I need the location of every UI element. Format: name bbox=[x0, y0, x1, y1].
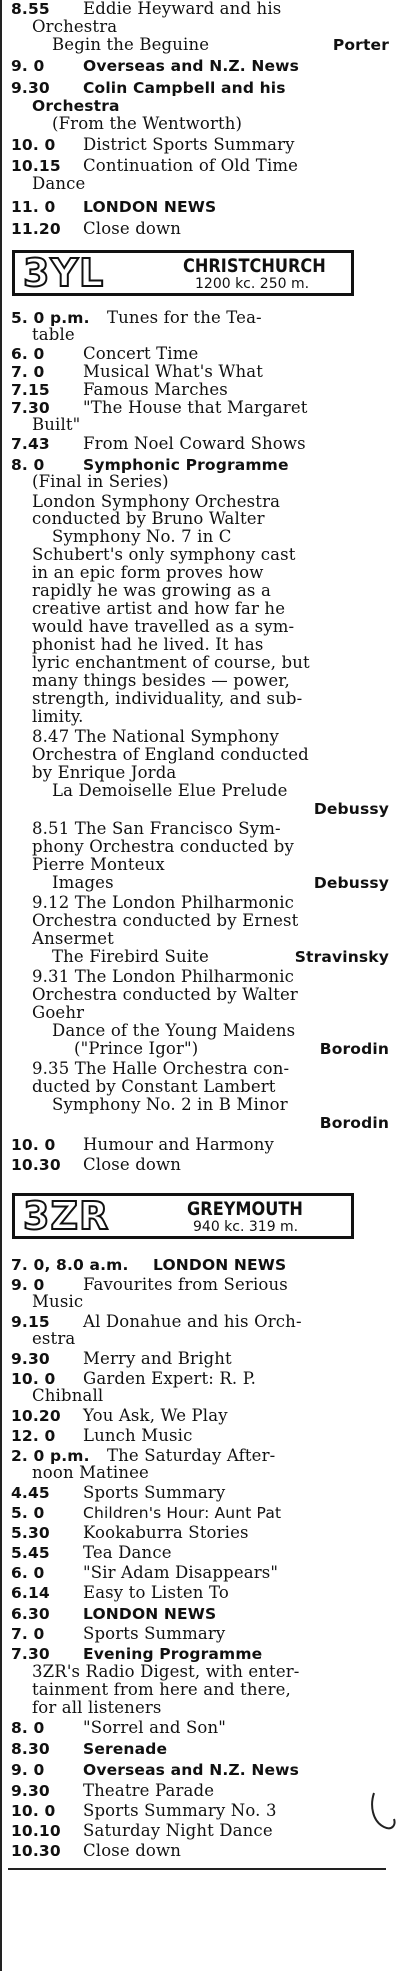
work: The Firebird Suite bbox=[52, 947, 209, 966]
time: 11. 0 bbox=[11, 198, 56, 216]
listing-detail bbox=[32, 1078, 389, 1096]
listing-7-0-am bbox=[11, 1256, 389, 1274]
description-line bbox=[32, 1663, 389, 1681]
listing-6-0 bbox=[11, 1564, 389, 1582]
listing-continuation bbox=[32, 416, 389, 434]
description: for all listeners bbox=[32, 1698, 162, 1717]
programme: Overseas and N.Z. News bbox=[83, 1761, 299, 1779]
programme: LONDON NEWS bbox=[83, 1605, 217, 1623]
description: creative artist and how far he bbox=[32, 599, 286, 618]
time: 6. 0 bbox=[11, 1564, 45, 1582]
detail: Orchestra conducted by Ernest bbox=[32, 911, 299, 930]
ink-mark-icon bbox=[368, 1785, 398, 1835]
programme: LONDON NEWS bbox=[153, 1256, 287, 1274]
listing-work bbox=[52, 1022, 389, 1040]
listing-continuation bbox=[32, 18, 389, 36]
programme: noon Matinee bbox=[32, 1463, 149, 1482]
listing-detail bbox=[32, 510, 389, 528]
work: Images bbox=[52, 873, 114, 892]
time: 7.43 bbox=[11, 435, 50, 453]
time: 10.15 bbox=[11, 157, 61, 175]
listing-detail bbox=[32, 764, 389, 782]
time: 7.15 bbox=[11, 381, 50, 399]
description-line bbox=[32, 582, 389, 600]
time: 2. 0 p.m. bbox=[11, 1447, 90, 1465]
listing-work bbox=[52, 528, 389, 546]
listing-note bbox=[32, 473, 389, 491]
listing-10-10 bbox=[11, 1822, 389, 1840]
station-city: GREYMOUTH bbox=[187, 1198, 303, 1220]
listing-5-45 bbox=[11, 1544, 389, 1562]
programme: Garden Expert: R. P. bbox=[83, 1369, 257, 1388]
description: would have travelled as a sym- bbox=[32, 617, 295, 636]
detail: 9.12 The London Philharmonic bbox=[32, 893, 295, 912]
description-line bbox=[32, 708, 389, 726]
programme: Al Donahue and his Orch- bbox=[83, 1312, 302, 1331]
listing-8-30 bbox=[11, 1740, 389, 1758]
programme: Tunes for the Tea- bbox=[107, 308, 262, 327]
programme: Merry and Bright bbox=[83, 1349, 232, 1368]
description: Schubert's only symphony cast bbox=[32, 545, 296, 564]
listing-7-0 bbox=[11, 1625, 389, 1643]
listing-10-0 bbox=[11, 1802, 389, 1820]
programme: Built" bbox=[32, 415, 81, 434]
time: 7. 0, 8.0 a.m. bbox=[11, 1256, 129, 1274]
description-line bbox=[32, 672, 389, 690]
composer: Debussy bbox=[313, 874, 389, 892]
listing-continuation bbox=[32, 97, 389, 115]
programme: Humour and Harmony bbox=[83, 1135, 274, 1154]
listing-work bbox=[52, 874, 389, 892]
description-line bbox=[32, 690, 389, 708]
description-line bbox=[32, 600, 389, 618]
programme: Evening Programme bbox=[83, 1645, 263, 1663]
time: 8.55 bbox=[11, 0, 50, 18]
description: limity. bbox=[32, 707, 84, 726]
programme: Children's Hour: Aunt Pat bbox=[83, 1504, 282, 1522]
programme: Chibnall bbox=[32, 1386, 104, 1405]
programme: table bbox=[32, 325, 75, 344]
listing-10-20 bbox=[11, 1407, 389, 1425]
time: 10. 0 bbox=[11, 1802, 56, 1820]
programme: The Saturday After- bbox=[107, 1446, 276, 1465]
time: 6.30 bbox=[11, 1605, 50, 1623]
programme: Music bbox=[32, 1292, 84, 1311]
time: 9.15 bbox=[11, 1313, 50, 1331]
listing-detail bbox=[32, 746, 389, 764]
time: 10.30 bbox=[11, 1842, 61, 1860]
programme: Orchestra bbox=[32, 97, 120, 115]
time: 9.30 bbox=[11, 1350, 50, 1368]
station-callsign: 3ZR bbox=[23, 1194, 110, 1238]
listing-6-30 bbox=[11, 1605, 389, 1623]
listing-detail bbox=[32, 912, 389, 930]
listing-9-0 bbox=[11, 1761, 389, 1779]
time: 11.20 bbox=[11, 220, 61, 238]
note: (From the Wentworth) bbox=[52, 114, 243, 133]
listing-4-45 bbox=[11, 1484, 389, 1502]
listing-detail bbox=[32, 1004, 389, 1022]
programme: Musical What's What bbox=[83, 362, 264, 381]
detail: by Enrique Jorda bbox=[32, 763, 177, 782]
listing-7-0 bbox=[11, 363, 389, 381]
listing-detail bbox=[32, 838, 389, 856]
programme: Favourites from Serious bbox=[83, 1275, 288, 1294]
listing-detail bbox=[32, 894, 389, 912]
listing-7-43 bbox=[11, 435, 389, 453]
work: La Demoiselle Elue Prelude bbox=[52, 781, 288, 800]
programme: Famous Marches bbox=[83, 380, 228, 399]
time: 10. 0 bbox=[11, 136, 56, 154]
time: 8.30 bbox=[11, 1740, 50, 1758]
listing-8-55 bbox=[11, 0, 389, 18]
description: tainment from here and there, bbox=[32, 1680, 291, 1699]
listing-8-0 bbox=[11, 1719, 389, 1737]
time: 10.20 bbox=[11, 1407, 61, 1425]
detail: Ansermet bbox=[32, 929, 114, 948]
time: 5. 0 bbox=[11, 1504, 45, 1522]
listing-detail bbox=[32, 820, 389, 838]
station-frequency: 940 kc. 319 m. bbox=[193, 1219, 299, 1235]
programme: Tea Dance bbox=[83, 1543, 172, 1562]
description-line bbox=[32, 654, 389, 672]
listing-12-0 bbox=[11, 1427, 389, 1445]
detail: phony Orchestra conducted by bbox=[32, 837, 294, 856]
listing-composer bbox=[11, 800, 389, 818]
listing-detail bbox=[32, 728, 389, 746]
listing-10-0 bbox=[11, 1136, 389, 1154]
composer: Borodin bbox=[319, 1040, 389, 1058]
programme: Colin Campbell and his bbox=[83, 79, 286, 97]
work: Symphony No. 2 in B Minor bbox=[52, 1095, 288, 1114]
time: 10.30 bbox=[11, 1156, 61, 1174]
detail: ducted by Constant Lambert bbox=[32, 1077, 276, 1096]
station-city: CHRISTCHURCH bbox=[183, 255, 326, 277]
station-callsign: 3YL bbox=[23, 251, 105, 295]
time: 9. 0 bbox=[11, 1761, 45, 1779]
listing-9-30 bbox=[11, 1350, 389, 1368]
listing-5-30 bbox=[11, 1524, 389, 1542]
programme: Orchestra bbox=[32, 17, 118, 36]
time: 12. 0 bbox=[11, 1427, 56, 1445]
programme: Sports Summary No. 3 bbox=[83, 1801, 277, 1820]
listing-10-30 bbox=[11, 1842, 389, 1860]
programme: "The House that Margaret bbox=[83, 398, 308, 417]
time: 9.30 bbox=[11, 79, 50, 97]
listing-detail bbox=[32, 1060, 389, 1078]
listing-10-15 bbox=[11, 157, 389, 175]
time: 5.30 bbox=[11, 1524, 50, 1542]
programme: "Sir Adam Disappears" bbox=[83, 1563, 279, 1582]
programme: Sports Summary bbox=[83, 1624, 226, 1643]
work: Symphony No. 7 in C bbox=[52, 527, 232, 546]
description: 3ZR's Radio Digest, with enter- bbox=[32, 1662, 300, 1681]
programme: Dance bbox=[32, 174, 86, 193]
description-line bbox=[32, 564, 389, 582]
item-title: Begin the Beguine bbox=[52, 35, 210, 54]
work: Dance of the Young Maidens bbox=[52, 1021, 296, 1040]
programme: Continuation of Old Time bbox=[83, 156, 299, 175]
listing-9-30 bbox=[11, 1782, 389, 1800]
composer: Porter bbox=[332, 36, 389, 54]
listing-work bbox=[52, 1096, 389, 1114]
listing-continuation bbox=[32, 1293, 389, 1311]
listing-continuation bbox=[32, 1464, 389, 1482]
detail: Orchestra conducted by Walter bbox=[32, 985, 298, 1004]
programme: "Sorrel and Son" bbox=[83, 1718, 227, 1737]
detail: 8.47 The National Symphony bbox=[32, 727, 279, 746]
time: 10. 0 bbox=[11, 1370, 56, 1388]
time: 9. 0 bbox=[11, 1276, 45, 1294]
listing-detail bbox=[32, 968, 389, 986]
programme: Concert Time bbox=[83, 344, 199, 363]
listing-work bbox=[52, 782, 389, 800]
programme: Close down bbox=[83, 219, 182, 238]
listing-7-15 bbox=[11, 381, 389, 399]
station-banner-3zr bbox=[12, 1193, 354, 1239]
listing-work bbox=[74, 1040, 389, 1058]
time: 7.30 bbox=[11, 399, 50, 417]
section-rule bbox=[8, 1868, 386, 1870]
listing-work bbox=[52, 948, 389, 966]
listing-6-14 bbox=[11, 1584, 389, 1602]
description: in an epic form proves how bbox=[32, 563, 264, 582]
programme: LONDON NEWS bbox=[83, 198, 217, 216]
listing-continuation bbox=[32, 175, 389, 193]
listing-7-30 bbox=[11, 1645, 389, 1663]
listing-5-0 bbox=[11, 1504, 389, 1522]
programme: Theatre Parade bbox=[83, 1781, 215, 1800]
listing-detail bbox=[32, 930, 389, 948]
work: ("Prince Igor") bbox=[74, 1039, 199, 1058]
detail: 9.31 The London Philharmonic bbox=[32, 967, 295, 986]
listing-6-0 bbox=[11, 345, 389, 363]
programme: Close down bbox=[83, 1155, 182, 1174]
listing-note bbox=[52, 115, 389, 133]
description-line bbox=[32, 636, 389, 654]
listing-10-30 bbox=[11, 1156, 389, 1174]
time: 10. 0 bbox=[11, 1136, 56, 1154]
description: many things besides — power, bbox=[32, 671, 290, 690]
programme: Sports Summary bbox=[83, 1483, 226, 1502]
listing-11-0 bbox=[11, 198, 389, 216]
programme: From Noel Coward Shows bbox=[83, 434, 306, 453]
description: rapidly he was growing as a bbox=[32, 581, 271, 600]
description-line bbox=[32, 1699, 389, 1717]
programme: Easy to Listen To bbox=[83, 1583, 229, 1602]
time: 10.10 bbox=[11, 1822, 61, 1840]
programme: Close down bbox=[83, 1841, 182, 1860]
composer: Debussy bbox=[313, 800, 389, 818]
programme: Serenade bbox=[83, 1740, 168, 1758]
detail: 8.51 The San Francisco Sym- bbox=[32, 819, 281, 838]
programme: You Ask, We Play bbox=[83, 1406, 228, 1425]
programme: Symphonic Programme bbox=[83, 456, 289, 474]
description-line bbox=[32, 618, 389, 636]
time: 9.30 bbox=[11, 1782, 50, 1800]
listing-item bbox=[52, 36, 389, 54]
time: 8. 0 bbox=[11, 456, 45, 474]
listing-continuation bbox=[32, 326, 389, 344]
station-banner-3yl bbox=[12, 250, 354, 296]
detail: Pierre Monteux bbox=[32, 855, 165, 874]
description-line bbox=[32, 1681, 389, 1699]
listing-composer bbox=[11, 1114, 389, 1132]
note: (Final in Series) bbox=[32, 472, 169, 491]
time: 7. 0 bbox=[11, 1625, 45, 1643]
detail: Orchestra of England conducted bbox=[32, 745, 309, 764]
listing-9-30 bbox=[11, 79, 389, 97]
time: 5. 0 p.m. bbox=[11, 309, 90, 327]
listing-continuation bbox=[32, 1387, 389, 1405]
description: lyric enchantment of course, but bbox=[32, 653, 310, 672]
time: 5.45 bbox=[11, 1544, 50, 1562]
listing-continuation bbox=[32, 1330, 389, 1348]
time: 9. 0 bbox=[11, 57, 45, 75]
station-frequency: 1200 kc. 250 m. bbox=[195, 276, 310, 292]
time: 7.30 bbox=[11, 1645, 50, 1663]
time: 6. 0 bbox=[11, 345, 45, 363]
time: 8. 0 bbox=[11, 1719, 45, 1737]
programme: Overseas and N.Z. News bbox=[83, 57, 299, 75]
description: phonist had he lived. It has bbox=[32, 635, 264, 654]
composer: Borodin bbox=[319, 1114, 389, 1132]
detail: 9.35 The Halle Orchestra con- bbox=[32, 1059, 290, 1078]
programme: Eddie Heyward and his bbox=[83, 0, 282, 18]
listing-9-0 bbox=[11, 57, 389, 75]
detail: Goehr bbox=[32, 1003, 85, 1022]
programme: Kookaburra Stories bbox=[83, 1523, 249, 1542]
programme: Lunch Music bbox=[83, 1426, 193, 1445]
time: 7. 0 bbox=[11, 363, 45, 381]
listing-10-0 bbox=[11, 136, 389, 154]
programme: District Sports Summary bbox=[83, 135, 295, 154]
description: strength, individuality, and sub- bbox=[32, 689, 303, 708]
programme: Saturday Night Dance bbox=[83, 1821, 273, 1840]
listing-11-20 bbox=[11, 220, 389, 238]
composer: Stravinsky bbox=[294, 948, 389, 966]
listing-detail bbox=[32, 986, 389, 1004]
time: 6.14 bbox=[11, 1584, 50, 1602]
programme: estra bbox=[32, 1329, 76, 1348]
time: 4.45 bbox=[11, 1484, 50, 1502]
listing-detail bbox=[32, 856, 389, 874]
description-line bbox=[32, 546, 389, 564]
detail: London Symphony Orchestra bbox=[32, 492, 281, 511]
detail: conducted by Bruno Walter bbox=[32, 509, 265, 528]
